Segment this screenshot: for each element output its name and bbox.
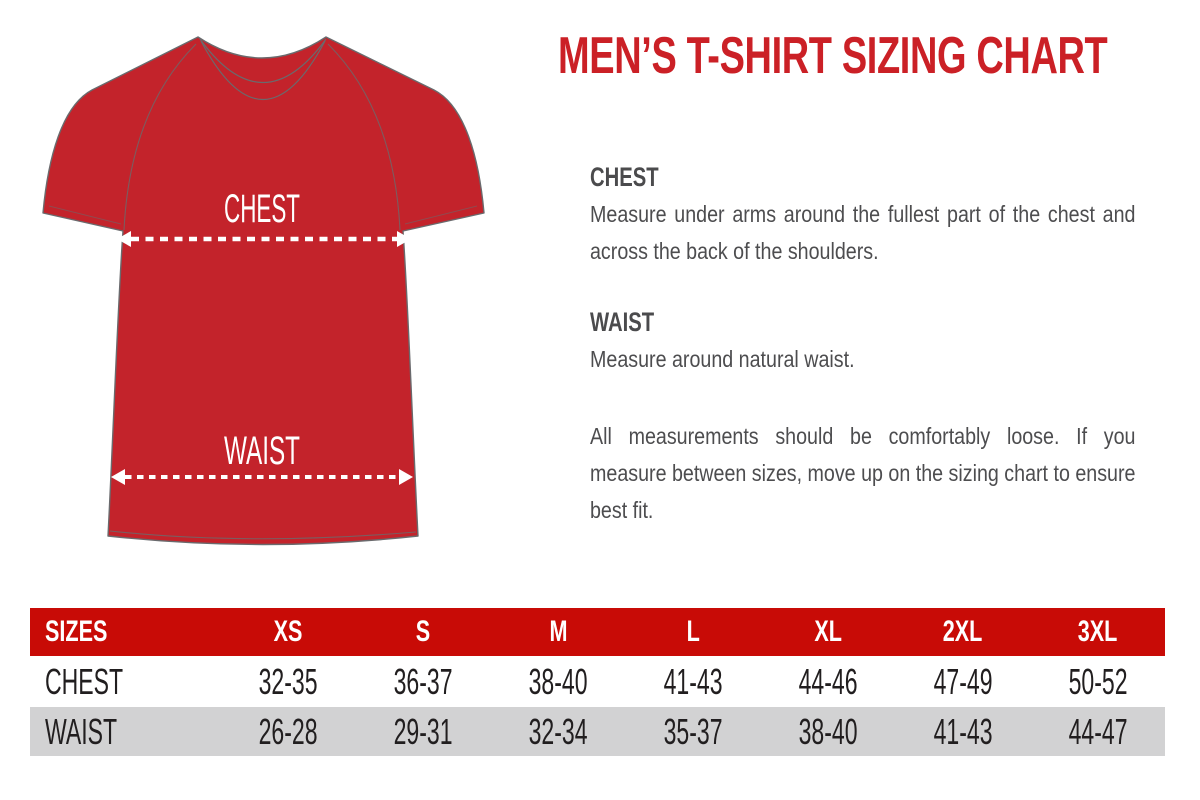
header-cell-xs bbox=[221, 608, 356, 656]
table-row-chest bbox=[30, 656, 1165, 707]
header-label: L bbox=[686, 615, 700, 648]
waist-value-l bbox=[626, 707, 761, 756]
header-cell-xl bbox=[760, 608, 895, 656]
header-label: XL bbox=[814, 615, 842, 648]
row-label-cell bbox=[30, 707, 221, 756]
chest-value-l bbox=[626, 656, 761, 707]
cell-value: 38-40 bbox=[528, 660, 588, 702]
chest-value-s bbox=[356, 656, 491, 707]
size-table-header-row bbox=[30, 608, 1165, 656]
row-label: CHEST bbox=[45, 660, 124, 702]
header-cell-3xl bbox=[1030, 608, 1165, 656]
size-table bbox=[30, 608, 1165, 756]
fit-note-text: All measurements should be comfortably loose. If you measure between sizes, move up on the sizing chart to ensure best fit. bbox=[590, 423, 1136, 523]
header-cell-m bbox=[491, 608, 626, 656]
cell-value: 44-47 bbox=[1068, 710, 1128, 752]
chest-section-text: Measure under arms around the fullest part of the chest and across the back of the shoulders. bbox=[590, 201, 1136, 264]
cell-value: 44-46 bbox=[798, 660, 858, 702]
chest-value-m bbox=[491, 656, 626, 707]
header-label: 3XL bbox=[1077, 615, 1118, 648]
cell-value: 50-52 bbox=[1068, 660, 1128, 702]
waist-value-s bbox=[356, 707, 491, 756]
waist-diagram-label: WAIST bbox=[224, 429, 300, 473]
waist-value-3xl bbox=[1030, 707, 1165, 756]
cell-value: 38-40 bbox=[798, 710, 858, 752]
chest-value-xs bbox=[221, 656, 356, 707]
cell-value: 47-49 bbox=[933, 660, 993, 702]
chest-diagram-label: CHEST bbox=[224, 187, 300, 231]
cell-value: 36-37 bbox=[393, 660, 453, 702]
tshirt-graphic bbox=[30, 15, 495, 560]
tshirt-illustration bbox=[30, 15, 495, 560]
header-cell-l bbox=[626, 608, 761, 656]
cell-value: 29-31 bbox=[393, 710, 453, 752]
cell-value: 32-35 bbox=[258, 660, 318, 702]
header-cell-sizes bbox=[30, 608, 221, 656]
table-row-waist bbox=[30, 707, 1165, 756]
waist-section-heading: WAIST bbox=[590, 307, 655, 337]
row-label: WAIST bbox=[45, 710, 118, 752]
waist-value-m bbox=[491, 707, 626, 756]
cell-value: 26-28 bbox=[258, 710, 318, 752]
waist-value-xs bbox=[221, 707, 356, 756]
header-label: M bbox=[549, 615, 568, 648]
cell-value: 41-43 bbox=[663, 660, 723, 702]
header-label: SIZES bbox=[45, 615, 108, 648]
waist-value-2xl bbox=[895, 707, 1030, 756]
header-cell-2xl bbox=[895, 608, 1030, 656]
cell-value: 35-37 bbox=[663, 710, 723, 752]
chest-value-3xl bbox=[1030, 656, 1165, 707]
row-label-cell bbox=[30, 656, 221, 707]
header-label: S bbox=[416, 615, 431, 648]
chest-section-heading: CHEST bbox=[590, 162, 659, 192]
chest-value-2xl bbox=[895, 656, 1030, 707]
cell-value: 32-34 bbox=[528, 710, 588, 752]
header-cell-s bbox=[356, 608, 491, 656]
cell-value: 41-43 bbox=[933, 710, 993, 752]
waist-value-xl bbox=[760, 707, 895, 756]
waist-section-text: Measure around natural waist. bbox=[590, 346, 855, 372]
page-title: MEN’S T-SHIRT SIZING CHART bbox=[558, 27, 1108, 85]
header-label: XS bbox=[274, 615, 303, 648]
header-label: 2XL bbox=[942, 615, 983, 648]
chest-value-xl bbox=[760, 656, 895, 707]
